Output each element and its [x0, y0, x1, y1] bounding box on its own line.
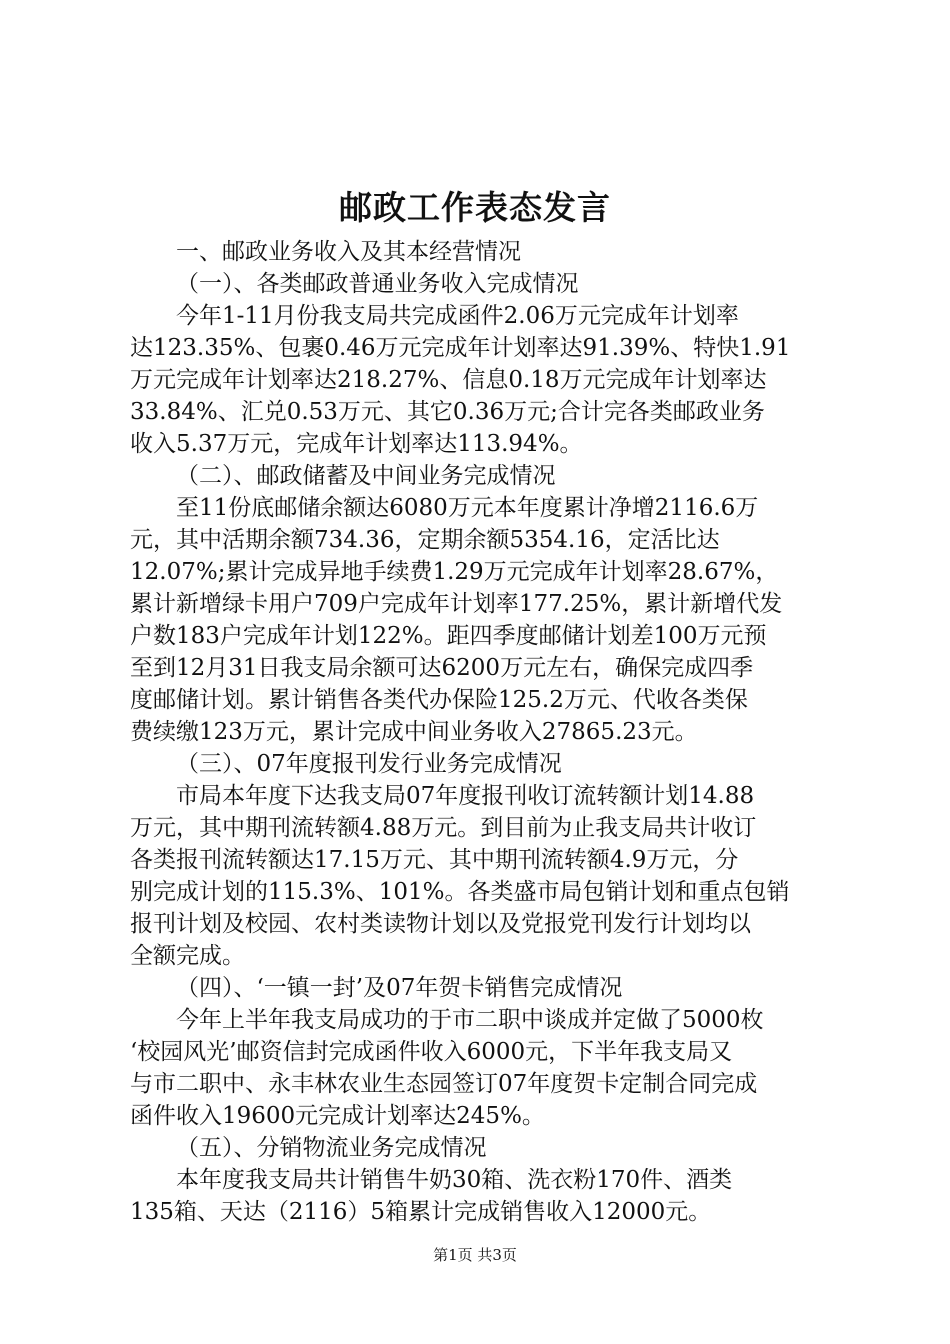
text-line: 别完成计划的115.3%、101%。各类盛市局包销计划和重点包销: [130, 879, 790, 905]
text-line: 市局本年度下达我支局07年度报刊收订流转额计划14.88: [176, 783, 755, 809]
text-line: 元，其中活期余额734.36，定期余额5354.16，定活比达: [130, 527, 720, 553]
text-line: 度邮储计划。累计销售各类代办保险125.2万元、代收各类保: [130, 687, 748, 713]
text-line: 至11份底邮储余额达6080万元本年度累计净增2116.6万: [176, 495, 759, 521]
text-line: 全额完成。: [130, 943, 245, 969]
text-line: 函件收入19600元完成计划率达245%。: [130, 1103, 545, 1129]
text-line: 万元完成年计划率达218.27%、信息0.18万元完成年计划率达: [130, 367, 767, 393]
text-line: 135箱、天达（2116）5箱累计完成销售收入12000元。: [130, 1199, 712, 1225]
text-line: 户数183户完成年计划122%。距四季度邮储计划差100万元预: [130, 623, 767, 649]
text-line: （五）、分销物流业务完成情况: [176, 1135, 487, 1161]
text-line: 达123.35%、包裹0.46万元完成年计划率达91.39%、特快1.91: [130, 335, 791, 361]
text-line: （一）、各类邮政普通业务收入完成情况: [176, 271, 579, 297]
text-line: 累计新增绿卡用户709户完成年计划率177.25%，累计新增代发: [130, 591, 783, 617]
text-line: 收入5.37万元，完成年计划率达113.94%。: [130, 431, 583, 457]
text-line: （二）、邮政储蓄及中间业务完成情况: [176, 463, 556, 489]
text-line: 一、邮政业务收入及其本经营情况: [176, 239, 521, 265]
text-line: 本年度我支局共计销售牛奶30箱、洗衣粉170件、酒类: [176, 1167, 733, 1193]
text-line: 12.07%;累计完成异地手续费1.29万元完成年计划率28.67%，: [130, 559, 779, 585]
text-line: （三）、07年度报刊发行业务完成情况: [176, 751, 562, 777]
text-line: 万元，其中期刊流转额4.88万元。到目前为止我支局共计收订: [130, 815, 757, 841]
document-body: [130, 236, 835, 1228]
page-title: 邮政工作表态发言: [339, 188, 611, 227]
page-footer: 第1页 共3页: [433, 1246, 517, 1264]
text-line: 今年上半年我支局成功的于市二职中谈成并定做了5000枚: [176, 1007, 764, 1033]
text-line: 各类报刊流转额达17.15万元、其中期刊流转额4.9万元，分: [130, 847, 739, 873]
text-line: 今年1-11月份我支局共完成函件2.06万元完成年计划率: [176, 303, 739, 329]
text-line: （四）、‘一镇一封’及07年贺卡销售完成情况: [176, 975, 623, 1001]
text-line: 至到12月31日我支局余额可达6200万元左右，确保完成四季: [130, 655, 754, 681]
text-line: 费续缴123万元，累计完成中间业务收入27865.23元。: [130, 719, 698, 745]
text-line: ‘校园风光’邮资信封完成函件收入6000元，下半年我支局又: [130, 1039, 733, 1065]
text-line: 33.84%、汇兑0.53万元、其它0.36万元;合计完各类邮政业务: [130, 399, 765, 425]
text-line: 报刊计划及校园、农村类读物计划以及党报党刊发行计划均以: [130, 911, 751, 937]
text-line: 与市二职中、永丰林农业生态园签订07年度贺卡定制合同完成: [130, 1071, 758, 1097]
